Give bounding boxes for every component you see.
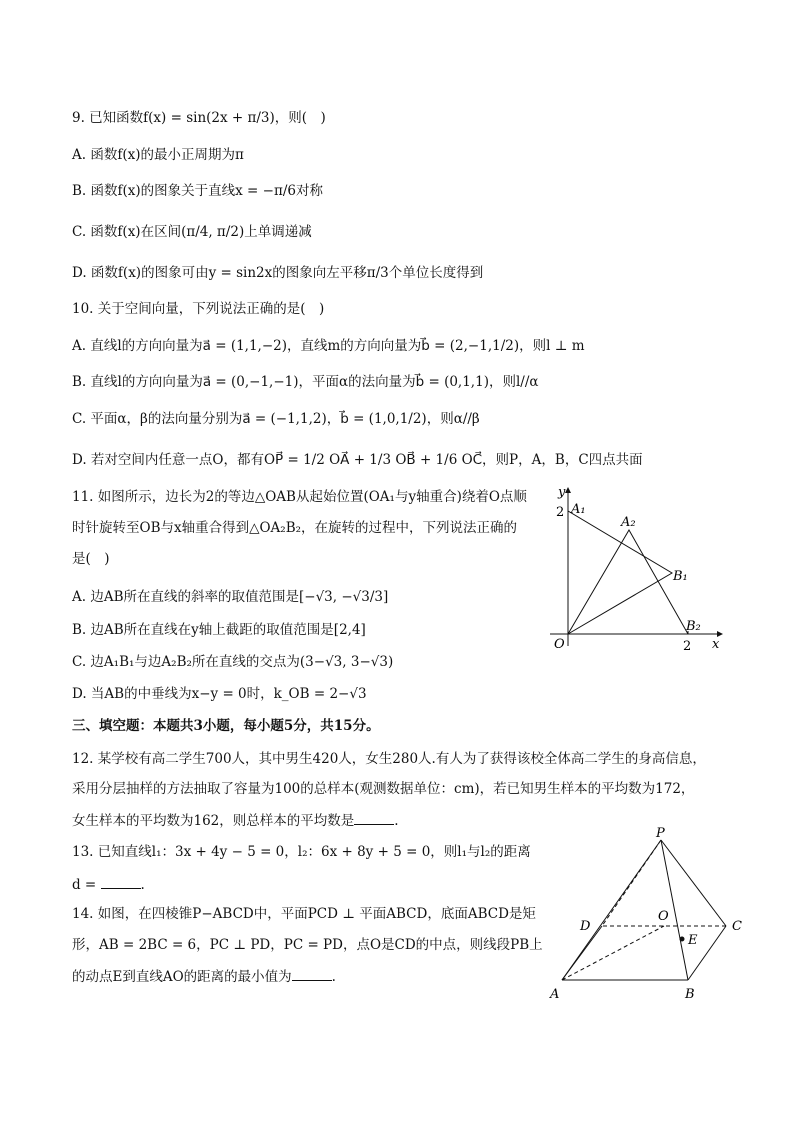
q10-option-a: A. 直线l的方向向量为a⃗ = (1,1,−2)，直线m的方向向量为b⃗ = (2,−1,1/2)，则l ⊥ m: [72, 338, 585, 354]
x-axis-label: x: [712, 637, 720, 652]
q11-stem-line3: 是( ): [72, 551, 110, 567]
q10-option-b: B. 直线l的方向向量为a⃗ = (0,−1,−1)，平面α的法向量为b⃗ = (0,1,1)，则l//α: [72, 374, 539, 390]
q14-line3-text: 的动点E到直线AO的距离的最小值为: [72, 969, 292, 985]
segment-ao: [562, 926, 664, 980]
q14-line3-tail: .: [331, 969, 336, 985]
x-tick-label: 2: [683, 639, 692, 654]
q9-option-d: D. 函数f(x)的图象可由y = sin2x的图象向左平移π/3个单位长度得到: [72, 265, 484, 281]
point-e-label: E: [688, 933, 698, 948]
q11-option-c: C. 边A₁B₁与边A₂B₂所在直线的交点为(3−√3, 3−√3): [72, 654, 394, 670]
q10-option-d: D. 若对空间内任意一点O，都有OP⃗ = 1/2 OA⃗ + 1/3 OB⃗ + 1/6 OC⃗，则P，A，B，C四点共面: [72, 452, 643, 468]
q11-option-b: B. 边AB所在直线在y轴上截距的取值范围是[2,4]: [72, 622, 366, 638]
q9-stem: 9. 已知函数f(x) = sin(2x + π/3)，则( ): [72, 110, 326, 126]
q12-line2: 采用分层抽样的方法抽取了容量为100的总样本(观测数据单位：cm)，若已知男生样本的平均数为172，: [72, 781, 695, 797]
y-tick-label: 2: [556, 505, 565, 520]
point-e: [680, 937, 685, 942]
point-a2-label: A₂: [621, 515, 636, 530]
q12-answer-blank[interactable]: [354, 810, 394, 825]
q14-line2: 形，AB = 2BC = 6，PC ⊥ PD，PC = PD，点O是CD的中点，则线段PB上: [72, 937, 543, 953]
q11-stem-line2: 时针旋转至OB与x轴重合得到△OA₂B₂，在旋转的过程中，下列说法正确的: [72, 520, 518, 536]
q11-option-a: A. 边AB所在直线的斜率的取值范围是[−√3, −√3/3]: [72, 589, 389, 605]
q14-answer-blank[interactable]: [292, 966, 332, 981]
edge-pd: [602, 840, 661, 926]
q11-stem-line1: 11. 如图所示，边长为2的等边△OAB从起始位置(OA₁与y轴重合)绕着O点顺: [72, 489, 527, 505]
q14-figure: [540, 826, 760, 1006]
q13-line2: [72, 874, 145, 895]
point-p-label: P: [656, 826, 665, 841]
q11-option-d: D. 当AB的中垂线为x−y = 0时，k_OB = 2−√3: [72, 686, 367, 702]
q12-line3-tail: .: [394, 813, 399, 829]
q12-line1: 12. 某学校有高二学生700人，其中男生420人，女生280人.有人为了获得该校全体高二学生的身高信息，: [72, 751, 706, 767]
edge-pa: [562, 840, 661, 980]
point-d-label: D: [580, 919, 591, 934]
q13-line1: 13. 已知直线l₁：3x + 4y − 5 = 0，l₂：6x + 8y + 5 = 0，则l₁与l₂的距离: [72, 844, 531, 860]
point-o-label: O: [658, 909, 669, 924]
q11-figure: [540, 484, 730, 654]
y-axis-label: y: [558, 485, 566, 500]
point-b1-label: B₁: [673, 569, 688, 584]
q13-line2-tail: .: [140, 877, 145, 893]
q12-line3-text: 女生样本的平均数为162，则总样本的平均数是: [72, 813, 355, 829]
q13-line2-text: d =: [72, 877, 97, 893]
q10-stem: 10. 关于空间向量，下列说法正确的是( ): [72, 301, 325, 317]
point-c-label: C: [732, 919, 742, 934]
q9-option-b: B. 函数f(x)的图象关于直线x = −π/6对称: [72, 183, 323, 199]
q13-answer-blank[interactable]: [101, 874, 141, 889]
point-a1-label: A₁: [571, 502, 586, 517]
q9-option-c: C. 函数f(x)在区间(π/4, π/2)上单调递减: [72, 224, 312, 240]
q14-line3: [72, 966, 336, 987]
q12-line3: [72, 810, 399, 831]
q9-option-a: A. 函数f(x)的最小正周期为π: [72, 147, 244, 163]
q10-option-c: C. 平面α，β的法向量分别为a⃗ = (−1,1,2)，b⃗ = (1,0,1/2)，则α//β: [72, 411, 480, 427]
triangle-oa2b2: [568, 530, 688, 634]
point-b2-label: B₂: [686, 619, 701, 634]
point-b-label: B: [685, 987, 695, 1002]
triangle-oa1b1: [568, 511, 672, 634]
point-a-label: A: [550, 987, 560, 1002]
origin-label: O: [554, 637, 565, 652]
edge-pc: [661, 840, 726, 926]
section-3-heading: 三、填空题：本题共3小题，每小题5分，共15分。: [72, 718, 380, 734]
q14-line1: 14. 如图，在四棱锥P−ABCD中，平面PCD ⊥ 平面ABCD，底面ABCD是矩: [72, 906, 536, 922]
